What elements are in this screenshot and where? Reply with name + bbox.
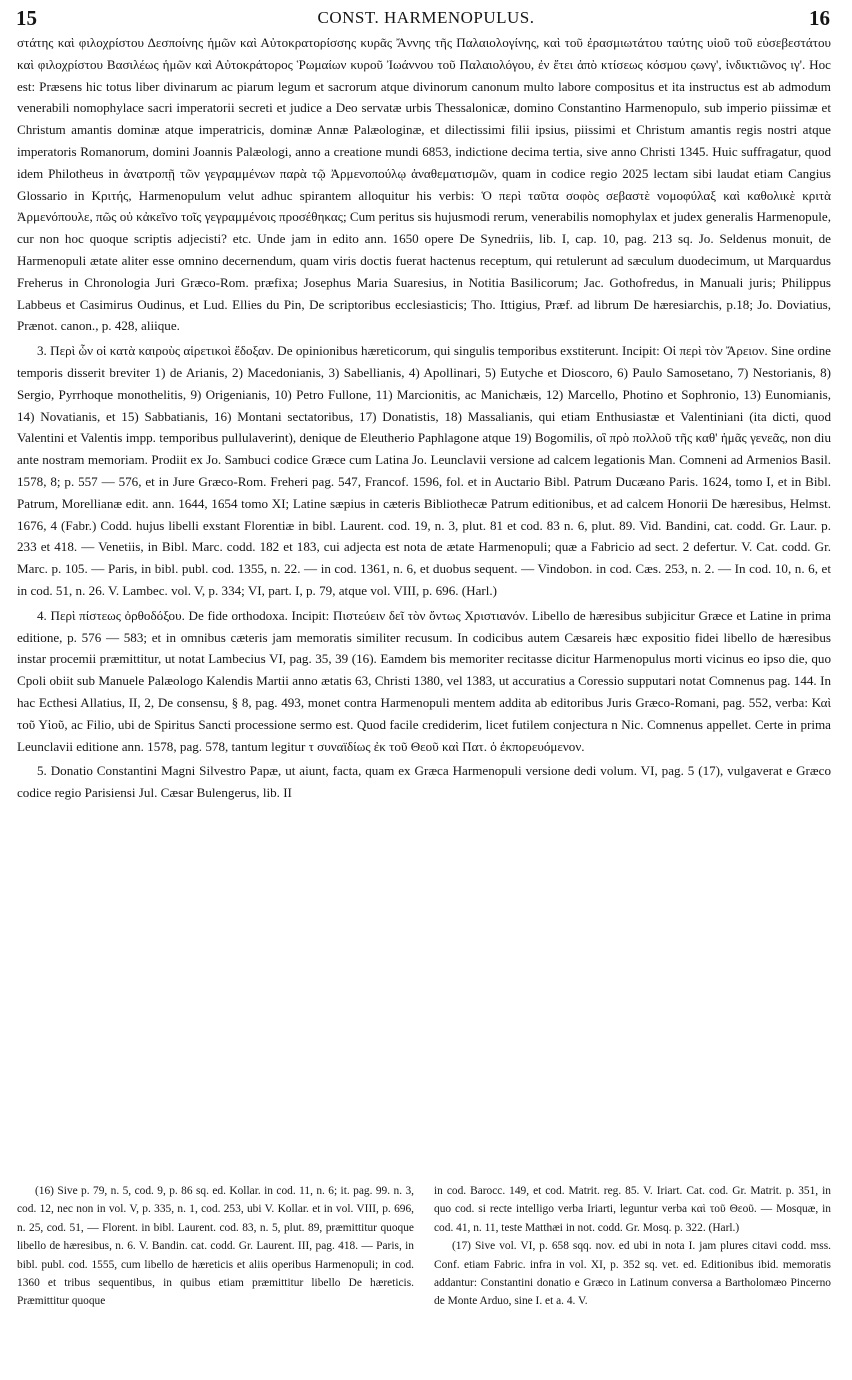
page-number-left: 15 [16, 6, 37, 30]
footnote-column-left [17, 1182, 414, 1311]
paragraph-section-4: 4. Περὶ πίστεως ὀρθοδόξου. De fide orthodoxa. Incipit: Πιστεύειν δεῖ τὸν ὄντως Χριστιανόν. Libello de hæresibus subjicitur Græce et Latine in prima editione, p. 576 — 583; et in omnibus cæteris jam memoratis similiter recusum. In codicibus autem Cæsareis hæc expositio fidei libello de hæresibus instar procemii præmittitur, ut notat Lambecius VI, pag. 35, 39 (16). Eamdem bis memoriter recitasse dicitur Harmenopulus morti vicinus eo ipso die, quo Cpoli obiit sub Manuele Palæologo Kalendis Martii anno ætatis 63, Christi 1380, vel 1383, ut accuratius a Coressio supputari notat Comnenus pag. 144. In hac Ecthesi Allatius, II, 2, De consensu, § 8, pag. 493, monet contra Harmenopuli mentem addita ab editoribus Juris Græco-Romani, pag. 552, verba: Καὶ τοῦ Υἱοῦ, ac Filio, ubi de Spiritus Sancti processione sermo est. Quod facile crediderim, licet futilem conjectura n Nic. Comnenus appellet. Certe in prima Leunclavii editione ann. 1578, pag. 578, tantum legitur τ συναϊδίως ἐκ τοῦ Θεοῦ καὶ Πατ. ὁ ἐκπορευόμενον. [17, 607, 831, 754]
paragraph-section-5: 5. Donatio Constantini Magni Silvestro Papæ, ut aiunt, facta, quam ex Græca Harmenopuli versione dedi volum. VI, pag. 5 (17), vulgaverat e Græco codice regio Parisiensi Jul. Cæsar Bulengerus, lib. II [17, 763, 831, 801]
paragraph-section-3: 3. Περὶ ὧν οἱ κατὰ καιροὺς αἱρετικοὶ ἔδοξαν. De opinionibus hæreticorum, qui singulis temporibus exstiterunt. Incipit: Οἱ περὶ τὸν Ἄρειον. Sine ordine temporis disserit breviter 1) de Arianis, 2) Macedonianis, 3) Sabellianis, 4) Apollinari, 5) Eutyche et Dioscoro, 6) Paulo Samosetano, 7) Nestorianis, 8) Sergio, Pyrrhoque monothelitis, 9) Origenianis, 10) Petro Fullone, 11) Marcionitis, ac Manichæis, 12) Marcello, Photino et Sophronio, 13) Eunomianis, 14) Novatianis, et 15) Sabbatianis, 16) Montani sectatoribus, 17) Donatistis, 18) Massalianis, qui etiam Enthusiastæ et Valentiniani (ita dicti, quod Valentini et Valentis impp. temporibus pullulaverint), denique de Eleutherio Paphlagone atque 19) Bogomilis, οἳ πρὸ πολλοῦ τῆς καθ' ἡμᾶς γενεᾶς, non diu ante nostram memoriam. Prodiit ex Jo. Sambuci codice Græce cum Latina Jo. Leunclavii versione ad calcem legationis Man. Comneni ad Armenios Basil. 1578, 8; p. 557 — 576, et in Jure Græco-Rom. Freheri pag. 547, Francof. 1596, fol. et in Auctario Bibl. Patrum Ducæano Paris. 1624, tomo I, et in Bibl. Patrum, Morellianæ edit. ann. 1644, 1654 tomo XI; Latine sæpius in cæteris Bibliothecæ Patrum editionibus, et ad calcem Honorii De hæresibus, Helmst. 1676, 4 (Fabr.) Codd. hujus libelli exstant Florentiæ in bibl. Laurent. cod. 19, n. 3, plut. 81 et cod. 83 n. 6, plut. 89. Vid. Bandini, cat. codd. Gr. Laur. p. 233 et 418. — Venetiis, in Bibl. Marc. codd. 182 et 183, cui adjecta est nota de ætate Harmenopuli; quæ a Fabricio ad sect. 2 defertur. V. Cat. codd. Gr. Marc. p. 105. — Paris, in bibl. publ. cod. 1355, n. 22. — in cod. 1361, n. 6, et duobus sequent. — Vindobon. in cod. Cæs. 253, n. 2. — In cod. 10, n. 6, et in cod. 51, n. 26. V. Lambec. vol. V, p. 334; VI, part. I, p. 79, atque vol. VIII, p. 696. (Harl.) [17, 343, 831, 598]
page-number-right: 16 [809, 6, 830, 30]
footnote-16-continued: in cod. Barocc. 149, et cod. Matrit. reg. 85. V. Iriart. Cat. cod. Gr. Matrit. p. 351, in quo cod. si recte intelligo verba Iriarti, leguntur verba καὶ τοῦ Θεοῦ. — Mosquæ, in cod. 41, n. 11, teste Matthæi in not. codd. Gr. Mosq. p. 322. (Harl.) [434, 1185, 831, 1234]
main-text [17, 32, 831, 804]
footnote-column-right [434, 1182, 831, 1311]
paragraph-continuation: στάτης καὶ φιλοχρίστου Δεσποίνης ἡμῶν καὶ Αὐτοκρατορίσσης κυρᾶς Ἄννης τῆς Παλαιολογίνης, καὶ τοῦ ἐρασμιωτάτου ταύτης υἱοῦ τοῦ εὐσεβεστάτου καὶ φιλοχρίστου Βασιλέως ἡμῶν καὶ Αὐτοκράτορος Ῥωμαίων κυροῦ Ἰωάννου τοῦ Παλαιολόγου, ἐν ἔτει ἀπὸ κτίσεως κόσμου ςωνγ', ἰνδικτιῶνος ιγ'. Hoc est: Præsens hic totus liber divinarum ac piarum legum et sacrorum atque divinorum canonum multo labore compositus et ita instructus est ab admodum venerabili nomophylace sacri imperatorii secreti et judice a Deo servatæ urbis Thessalonicæ, domino Constantino Harmenopulo, sub imperio piissimæ et Christum amantis dominæ atque imperatricis, dominæ Annæ Palæologinæ, et dilectissimi filii ipsius, piissimi et Christum amantis regis nostri atque imperatoris Romanorum, domini Joannis Palæologi, anno a creatione mundi 6853, indictione decima tertia, sive anno Christi 1345. Huic suffragatur, quod idem Philotheus in ἀνατροπῇ τῶν γεγραμμένων παρὰ τῷ Ἀρμενοπούλῳ ἀναθεματισμῶν, quam in codice regio 2025 lectam sibi laudat etiam Cangius Glossario in Κριτής, Harmenopulum velut adhuc spirantem alloquitur his verbis: Ὁ περὶ ταῦτα σοφὸς σεβαστὲ νομοφύλαξ καὶ καθολικὲ κριτὰ Ἀρμενόπουλε, πῶς οὐ κἀκεῖνο τοῖς γεγραμμένοις προσέθηκας; Cum peritus sis hujusmodi rerum, venerabilis nomophylax et judex generalis Harmenopule, cur non hoc quoque scriptis adjecisti? etc. Unde jam in edito ann. 1650 opere De Synedriis, lib. I, cap. 10, pag. 213 sq. Jo. Seldenus monuit, de Harmenopuli ætate aliter esse omnino decernendum, quam viris doctis fuerat hactenus receptum, qui retulerunt ad sæculum duodecimum, ut Marquardus Freherus in Chronologia Juri Græco-Rom. præfixa; Josephus Maria Suaresius, in Notitia Basilicorum; Jac. Gothofredus, in Manuali juris; Philippus Labbeus et Casimirus Oudinus, et Lud. Ellies du Pin, De scriptoribus ecclesiasticis; Tho. Ittigius, Præf. ad librum De hæresiarchis, p.18; Jo. Doviatius, Prænot. canon., p. 428, aliique. [17, 35, 831, 334]
footnote-17: (17) Sive vol. VI, p. 658 sqq. nov. ed ubi in nota I. jam plures citavi codd. mss. Conf. etiam Fabric. infra in vol. XI, p. 352 sq. vet. ed. Editionibus ibid. memoratis addantur: Constantini donatio e Græco in Latinum conversa a Bartholomæo Pincerno de Monte Arduo, sine I. et a. 4. V. [434, 1240, 831, 1308]
footnote-16: (16) Sive p. 79, n. 5, cod. 9, p. 86 sq. ed. Kollar. in cod. 11, n. 6; it. pag. 99. n. 3, cod. 12, nec non in vol. V, p. 335, n. 1, cod. 253, ubi V. Kollar. et in vol. VIII, p. 696, n. 25, cod. 51, — Florent. in bibl. Laurent. cod. 83, n. 5, plut. 89, præmittitur quoque libello de hæresibus, n. 6. V. Bandin. cat. codd. Gr. Laurent. III, pag. 418. — Paris, in bibl. publ. cod. 1555, cum libello de hæreticis et aliis operibus Harmenopuli; in cod. 1360 et tribus sequentibus, in quibus etiam præmittitur libello De hæreticis. Præmittitur quoque [17, 1185, 414, 1308]
footnotes [17, 1182, 831, 1311]
running-title: CONST. HARMENOPULUS. [317, 8, 535, 27]
page-header [12, 6, 840, 30]
